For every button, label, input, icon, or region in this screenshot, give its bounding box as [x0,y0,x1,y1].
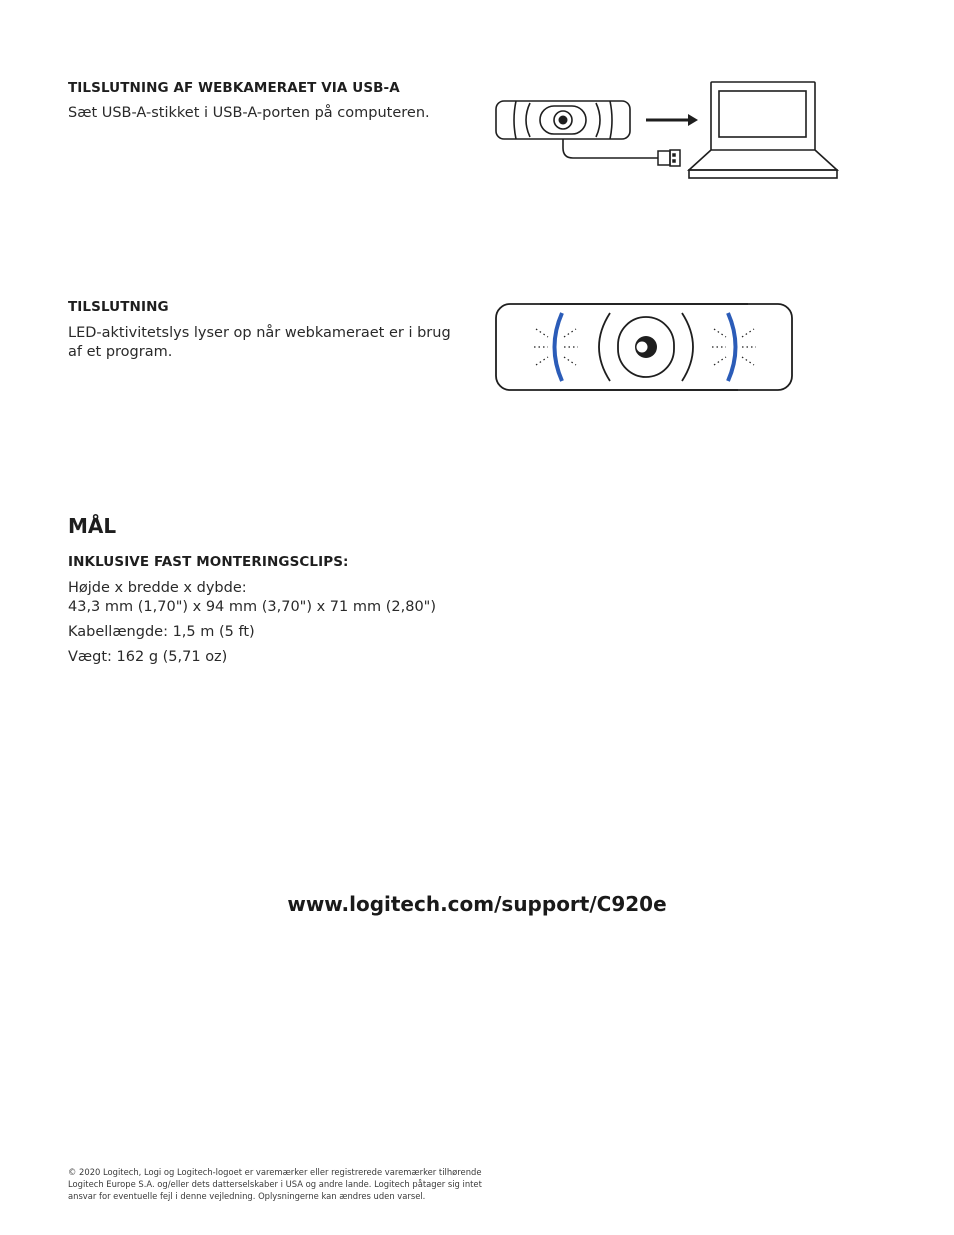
laptop-icon [689,82,837,178]
legal-line-2: Logitech Europe S.A. og/eller dets datterselskaber i USA og andre lande. Logitech påtager sig intet [68,1179,482,1189]
dimensions-size-value: 43,3 mm (1,70") x 94 mm (3,70") x 71 mm (2,80") [68,599,436,615]
usb-section-text: Sæt USB-A-stikket i USB-A-porten på computeren. [68,105,430,121]
usb-section-heading: TILSLUTNING AF WEBKAMERAET VIA USB-A [68,80,400,96]
dimensions-cable: Kabellængde: 1,5 m (5 ft) [68,624,255,640]
dimensions-size-label: Højde x bredde x dybde: [68,580,247,596]
dimensions-subheading: INKLUSIVE FAST MONTERINGSCLIPS: [68,554,349,570]
led-section-text-line1: LED-aktivitetslys lyser op når webkameraet er i brug [68,325,451,341]
support-url[interactable]: www.logitech.com/support/C920e [287,892,667,916]
led-section-text-line2: af et program. [68,344,173,360]
webcam-small-icon [496,101,658,158]
led-right-indicator [728,313,736,381]
dimensions-weight: Vægt: 162 g (5,71 oz) [68,649,228,665]
usb-a-plug-icon [658,150,680,166]
led-left-indicator [555,313,563,381]
dimensions-heading: MÅL [68,514,117,538]
arrow-right-icon [646,114,698,126]
usb-connection-illustration [492,78,842,186]
legal-line-1: © 2020 Logitech, Logi og Logitech-logoet er varemærker eller registrerede varemærker tilhørende [68,1167,482,1177]
webcam-led-illustration [492,299,796,395]
legal-line-3: ansvar for eventuelle fejl i denne vejledning. Oplysningerne kan ændres uden varsel. [68,1191,426,1201]
led-section-heading: TILSLUTNING [68,299,169,315]
